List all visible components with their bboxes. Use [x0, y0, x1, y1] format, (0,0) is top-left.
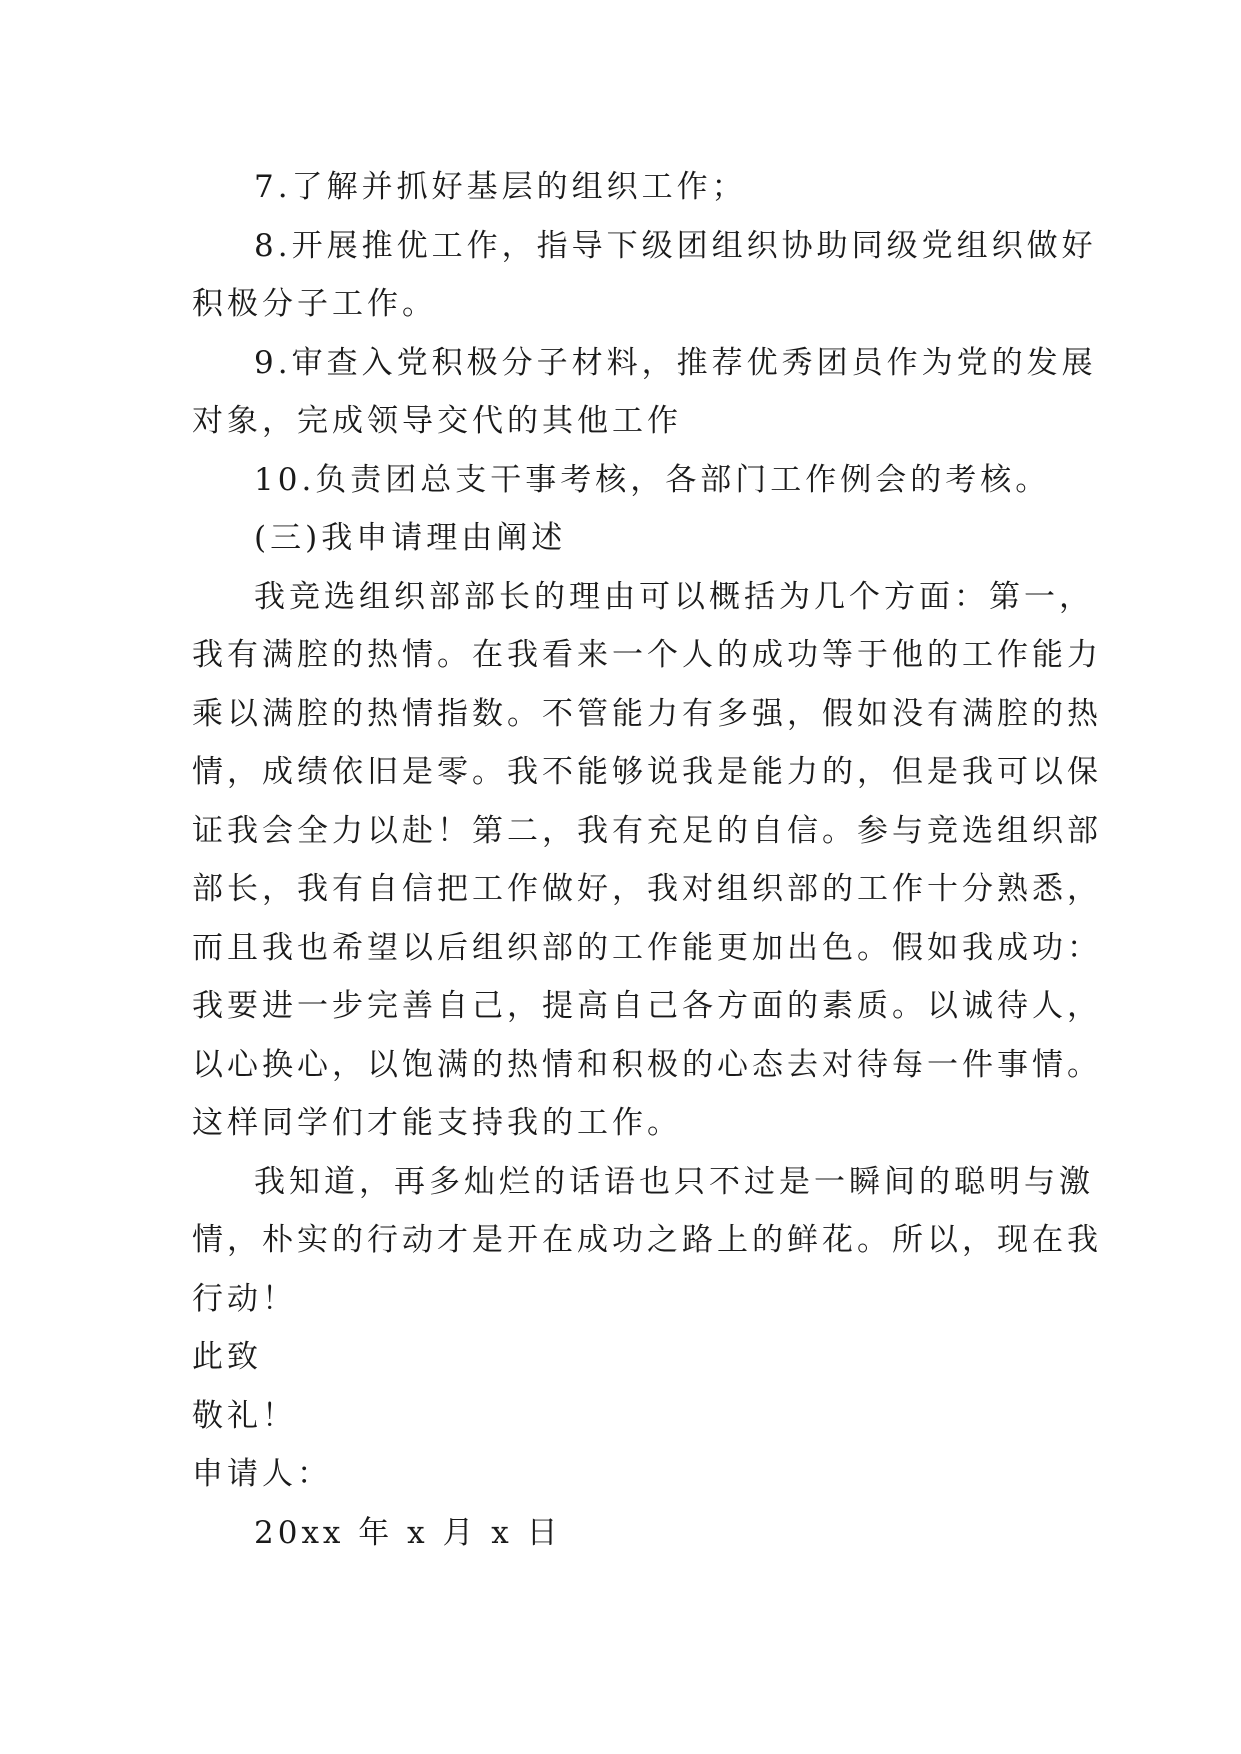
list-item-7: [192, 158, 1072, 217]
reason-line-9: 以心换心，以饱满的热情和积极的心态去对待每一件事情。: [192, 1046, 1102, 1083]
section-heading: [192, 509, 1072, 568]
list-item-9-line-1: 9.审查入党积极分子材料，推荐优秀团员作为党的发展: [254, 344, 1097, 381]
signature-date-text: 20xx 年 x 月 x 日: [254, 1514, 562, 1551]
list-item-8: [192, 217, 1097, 334]
salutation-2: [192, 1387, 1072, 1446]
reason-line-4: 情，成绩依旧是零。我不能够说我是能力的，但是我可以保: [192, 754, 1102, 790]
list-item-8-line-2: 积极分子工作。: [192, 286, 437, 322]
salutation-1: [192, 1328, 1072, 1387]
section-heading-text: (三)我申请理由阐述: [254, 520, 567, 556]
salutation-2-text: 敬礼！: [192, 1397, 297, 1434]
salutation-1-text: 此致: [192, 1339, 262, 1375]
applicant-label-text: 申请人：: [192, 1456, 332, 1492]
list-item-10: [192, 451, 1072, 510]
list-item-9: [192, 334, 1097, 451]
reason-line-7: 而且我也希望以后组织部的工作能更加出色。假如我成功：: [192, 929, 1102, 966]
reason-line-6: 部长，我有自信把工作做好，我对组织部的工作十分熟悉，: [192, 871, 1102, 907]
closing-paragraph: [192, 1153, 1102, 1329]
reason-line-8: 我要进一步完善自己，提高自己各方面的素质。以诚待人，: [192, 988, 1102, 1024]
list-item-8-line-1: 8.开展推优工作，指导下级团组织协助同级党组织做好: [254, 227, 1097, 264]
closing-line-2: 情，朴实的行动才是开在成功之路上的鲜花。所以，现在我: [192, 1222, 1102, 1258]
document-body: [192, 158, 1102, 1562]
reason-line-1: 我竞选组织部部长的理由可以概括为几个方面：第一，: [254, 578, 1094, 615]
reason-paragraph: [192, 568, 1102, 1153]
list-item-9-line-2: 对象，完成领导交代的其他工作: [192, 403, 682, 439]
reason-line-10: 这样同学们才能支持我的工作。: [192, 1105, 682, 1141]
applicant-label: [192, 1445, 1072, 1504]
reason-line-2: 我有满腔的热情。在我看来一个人的成功等于他的工作能力: [192, 637, 1102, 673]
reason-line-3: 乘以满腔的热情指数。不管能力有多强，假如没有满腔的热: [192, 695, 1102, 732]
list-item-10-line-1: 10.负责团总支干事考核，各部门工作例会的考核。: [254, 461, 1051, 498]
closing-line-1: 我知道，再多灿烂的话语也只不过是一瞬间的聪明与激: [254, 1163, 1094, 1200]
list-item-7-line-1: 7.了解并抓好基层的组织工作；: [254, 169, 747, 205]
reason-line-5: 证我会全力以赴！第二，我有充足的自信。参与竞选组织部: [192, 812, 1102, 849]
signature-date: [192, 1504, 1072, 1563]
closing-line-3: 行动！: [192, 1280, 297, 1317]
